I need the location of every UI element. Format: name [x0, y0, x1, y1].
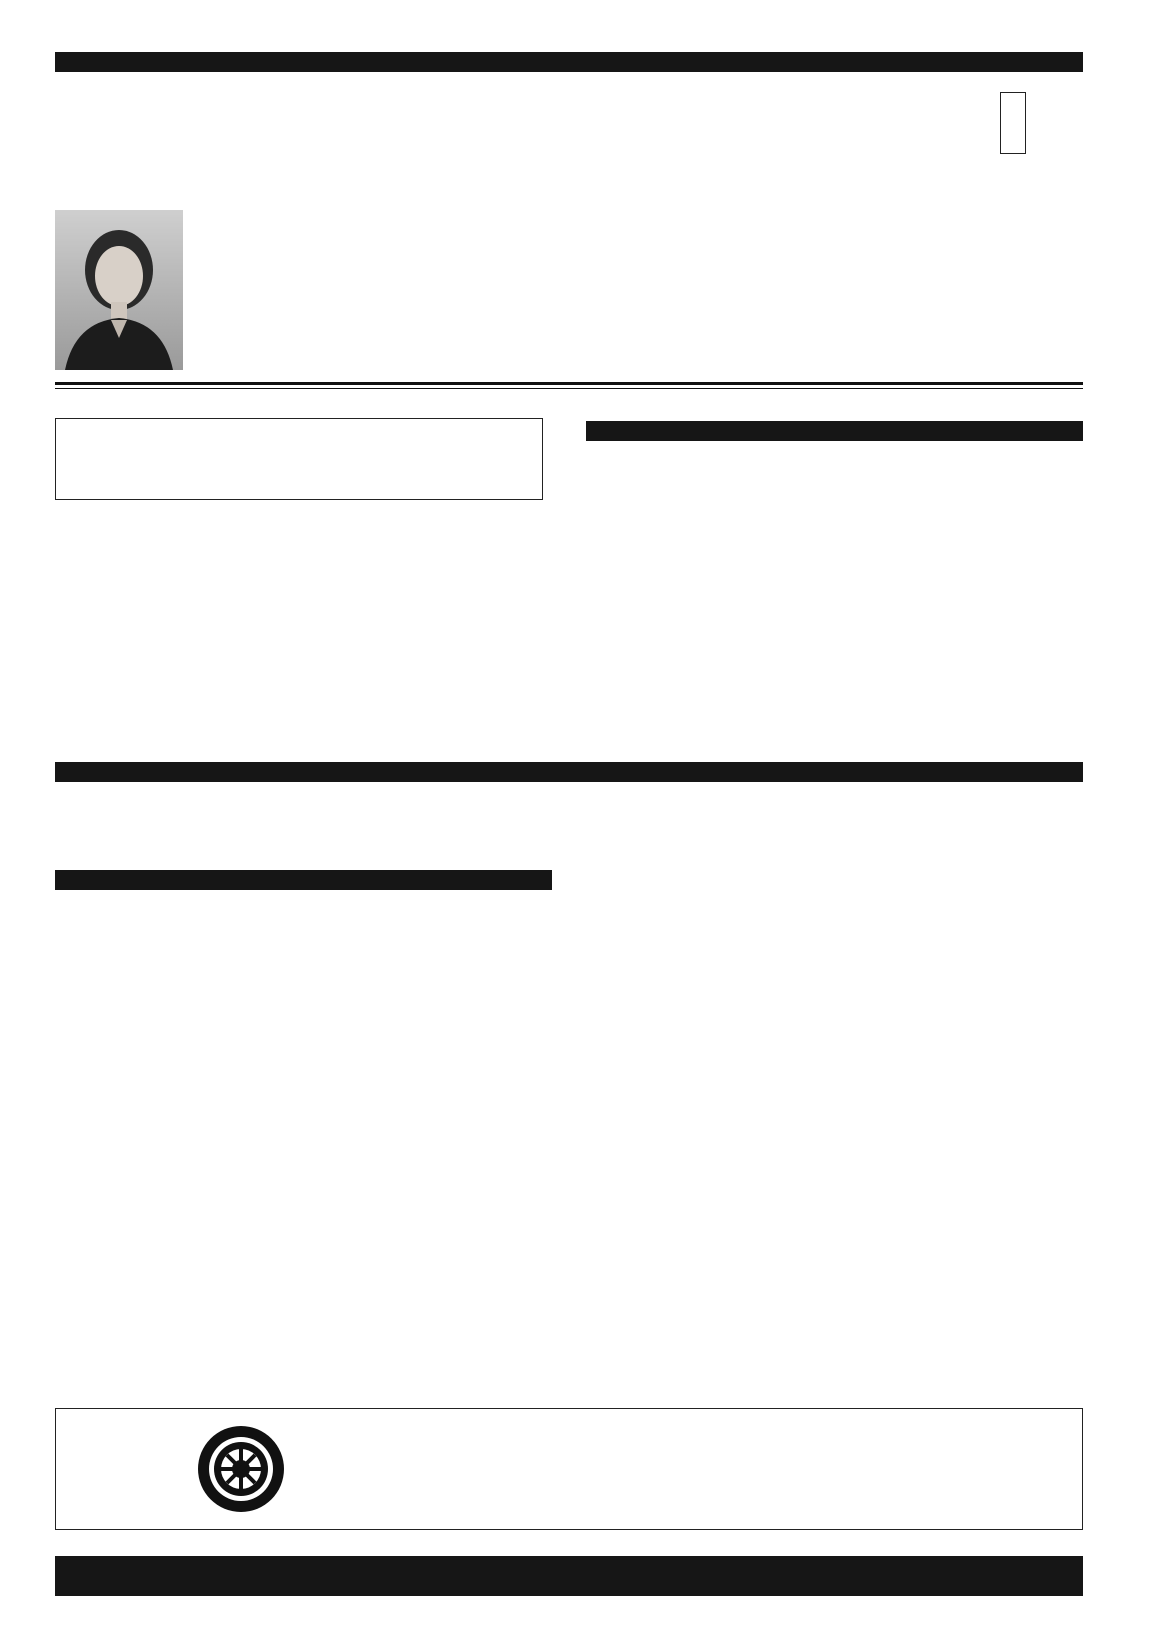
section-header-yoneyama [55, 762, 1083, 782]
secretary-report-box [55, 418, 543, 500]
club-name-banner [55, 1556, 1083, 1596]
speech-badge [1000, 92, 1026, 154]
portrait-icon [55, 210, 183, 370]
speech-rule-thin [55, 388, 1083, 389]
speech-rule-bold [55, 382, 1083, 385]
section-header-r-foundation [586, 421, 1083, 441]
speaker-photo [55, 210, 183, 370]
section-header-nikoniko-1 [55, 870, 552, 890]
speech-body [222, 86, 872, 376]
rotary-wheel-icon [196, 1424, 286, 1514]
section-header-last-week [55, 52, 1083, 72]
